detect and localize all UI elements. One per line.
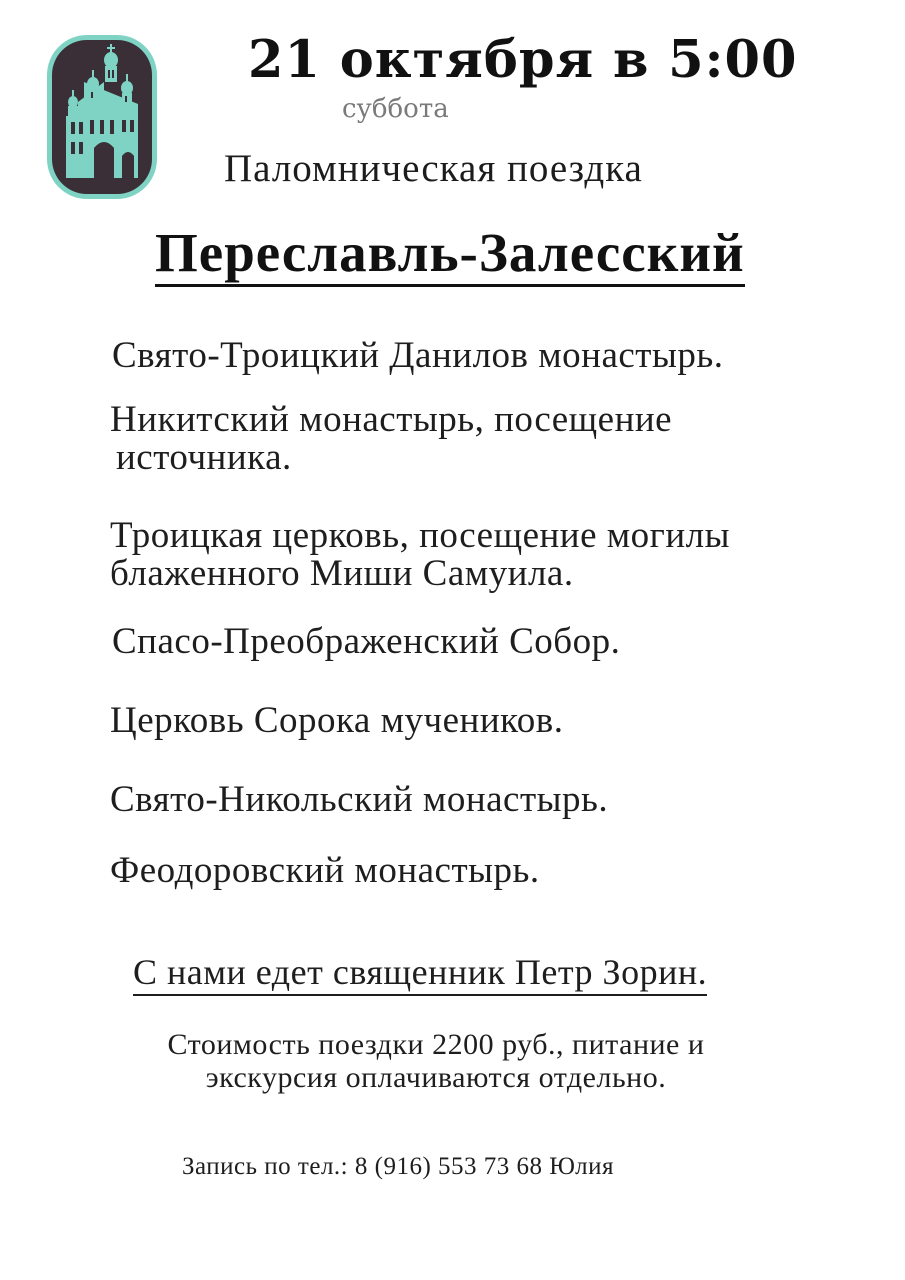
itinerary-item: Феодоровский монастырь. [110,850,540,891]
itinerary-item: Свято-Троицкий Данилов монастырь. [112,335,724,376]
contact-phone: Запись по тел.: 8 (916) 553 73 68 Юлия [182,1153,614,1180]
itinerary-item-continued: блаженного Миши Самуила. [110,553,574,594]
event-date-time: 21 октября в 5:00 [248,30,798,90]
itinerary-item: Никитский монастырь, посещение [110,399,673,440]
price-line: Стоимость поездки 2200 руб., питание и [167,1028,705,1061]
itinerary-item: Троицкая церковь, посещение могилы [110,515,730,556]
church-logo [44,32,160,202]
priest-note: С нами едет священник Петр Зорин. [133,952,707,996]
itinerary-item: Церковь Сорока мучеников. [110,700,564,741]
price-line: экскурсия оплачиваются отдельно. [205,1061,667,1094]
price-info [136,1028,736,1094]
itinerary-item: Свято-Никольский монастырь. [110,779,609,820]
event-weekday: суббота [342,94,449,124]
itinerary-item: Спасо-Преображенский Собор. [112,621,621,662]
destination-title: Переславль-Залесский [155,222,745,287]
itinerary-item-continued: источника. [116,437,292,478]
trip-type: Паломническая поездка [224,147,643,190]
